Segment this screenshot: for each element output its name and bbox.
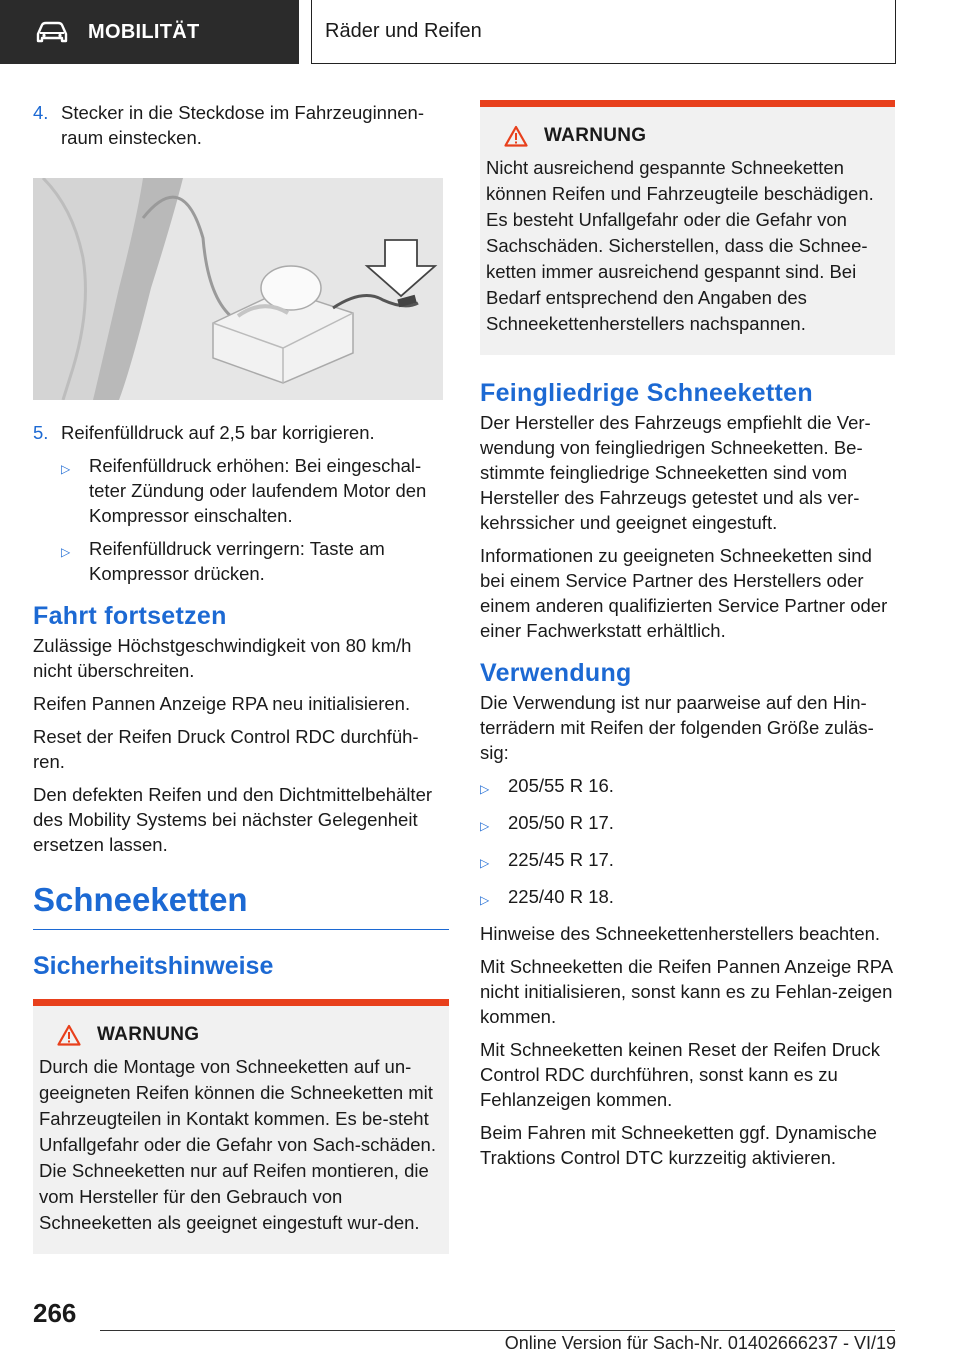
paragraph: Hinweise des Schneekettenherstellers beachten.: [480, 923, 881, 944]
warning-header: [504, 125, 887, 147]
chapter-tab: [0, 0, 299, 64]
paragraph: Zulässige Höchstgeschwindigkeit von 80 km/h nicht überschreiten.: [33, 635, 412, 681]
heading-verwendung: Verwendung: [480, 659, 632, 687]
tyre-size: 225/40 R 18.: [508, 886, 614, 907]
heading-fahrt-fortsetzen: Fahrt fortsetzen: [33, 602, 227, 630]
triangle-bullet-icon: ▷: [480, 856, 490, 870]
paragraph: Beim Fahren mit Schneeketten ggf. Dynamische Traktions Control DTC kurzzeitig aktivieren.: [480, 1122, 877, 1168]
left-column: [33, 100, 449, 1254]
paragraph: Reifen Pannen Anzeige RPA neu initialisieren.: [33, 693, 411, 714]
tyre-size: 225/45 R 17.: [508, 849, 614, 870]
list-item: [480, 810, 895, 839]
compressor-illustration: [33, 178, 443, 400]
paragraph: Mit Schneeketten die Reifen Pannen Anzeige RPA nicht initialisieren, sonst kann es zu Fehlan-zeigen kommen.: [480, 956, 893, 1027]
step-text: Reifenfülldruck auf 2,5 bar korrigieren.: [61, 422, 375, 443]
page-number: 266: [33, 1298, 77, 1328]
warning-title: WARNUNG: [97, 1024, 200, 1045]
chapter-title: MOBILITÄT: [88, 20, 200, 43]
heading-sicherheitshinweise: Sicherheitshinweise: [33, 952, 274, 980]
warning-icon: [57, 1024, 81, 1046]
warning-text: Durch die Montage von Schneeketten auf un-geeigneten Reifen können die Schneeketten mit Fahrzeugteilen in Kontakt kommen. Es be-steht Unfallgefahr oder die Gefahr von Sach-schäden. Die Schneeketten nur auf Reifen montieren, die vom Hersteller für den Gebrauch von Schneeketten als geeignet eingestuft wur-den.: [39, 1056, 436, 1233]
warning-icon: [504, 125, 528, 147]
step-text: Stecker in die Steckdose im Fahrzeuginnen-raum einstecken.: [61, 102, 424, 148]
car-icon: [34, 20, 70, 44]
list-item: [480, 884, 895, 913]
step-4: [33, 100, 449, 150]
warning-box: [33, 999, 449, 1254]
step-number: 5.: [33, 422, 49, 443]
triangle-bullet-icon: ▷: [480, 819, 490, 833]
warning-title: WARNUNG: [544, 125, 647, 146]
warning-header: [57, 1024, 441, 1046]
step-number: 4.: [33, 102, 49, 123]
paragraph: Der Hersteller des Fahrzeugs empfiehlt die Ver-wendung von feingliedrigen Schneeketten. Be-stimmte feingliedrige Schneeketten sind vom Hersteller des Fahrzeugs getestet und als ver-kehrssicher und geeignet eingestuft.: [480, 412, 871, 533]
list-item-text: Reifenfülldruck erhöhen: Bei eingeschal-teter Zündung oder laufendem Motor den Kompressor einschalten.: [89, 455, 427, 526]
triangle-bullet-icon: ▷: [61, 462, 71, 476]
right-column: [480, 100, 895, 1178]
warning-text: Nicht ausreichend gespannte Schneeketten können Reifen und Fahrzeugteile beschädigen. Es besteht Unfallgefahr oder die Gefahr von Sachschäden. Sicherstellen, dass die Schnee-ketten immer ausreichend gespannt sind. Bei Bedarf entsprechend den Angaben des Schneekettenherstellers nachspannen.: [486, 157, 874, 334]
list-item: [480, 847, 895, 876]
warning-box: [480, 100, 895, 355]
triangle-bullet-icon: ▷: [480, 893, 490, 907]
paragraph: Informationen zu geeigneten Schneeketten sind bei einem Service Partner des Herstellers oder einem anderen qualifizierten Service Partner oder einer Fachwerkstatt erhältlich.: [480, 545, 888, 641]
list-item: [61, 453, 449, 528]
list-item-text: Reifenfülldruck verringern: Taste am Kompressor drücken.: [89, 538, 385, 584]
triangle-bullet-icon: ▷: [61, 545, 71, 559]
paragraph: Mit Schneeketten keinen Reset der Reifen Druck Control RDC durchführen, sonst kann es zu Fehlanzeigen kommen.: [480, 1039, 881, 1110]
tyre-size: 205/55 R 16.: [508, 775, 614, 796]
heading-feingliedrige-schneeketten: Feingliedrige Schneeketten: [480, 379, 813, 407]
triangle-bullet-icon: ▷: [480, 782, 490, 796]
section-title: Räder und Reifen: [311, 0, 896, 64]
tyre-size: 205/50 R 17.: [508, 812, 614, 833]
paragraph: Reset der Reifen Druck Control RDC durchfüh-ren.: [33, 726, 419, 772]
list-item: [480, 773, 895, 802]
footer-text: Online Version für Sach-Nr. 01402666237 - VI/19: [504, 1333, 896, 1353]
heading-schneeketten: Schneeketten: [33, 881, 449, 930]
footer-divider: [100, 1330, 895, 1331]
paragraph: Die Verwendung ist nur paarweise auf den Hin-terrädern mit Reifen der folgenden Größe zuläs-sig:: [480, 692, 874, 763]
paragraph: Den defekten Reifen und den Dichtmittelbehälter des Mobility Systems bei nächster Gelegenheit ersetzen lassen.: [33, 784, 433, 855]
list-item: [61, 536, 449, 586]
step-5: [33, 420, 449, 445]
